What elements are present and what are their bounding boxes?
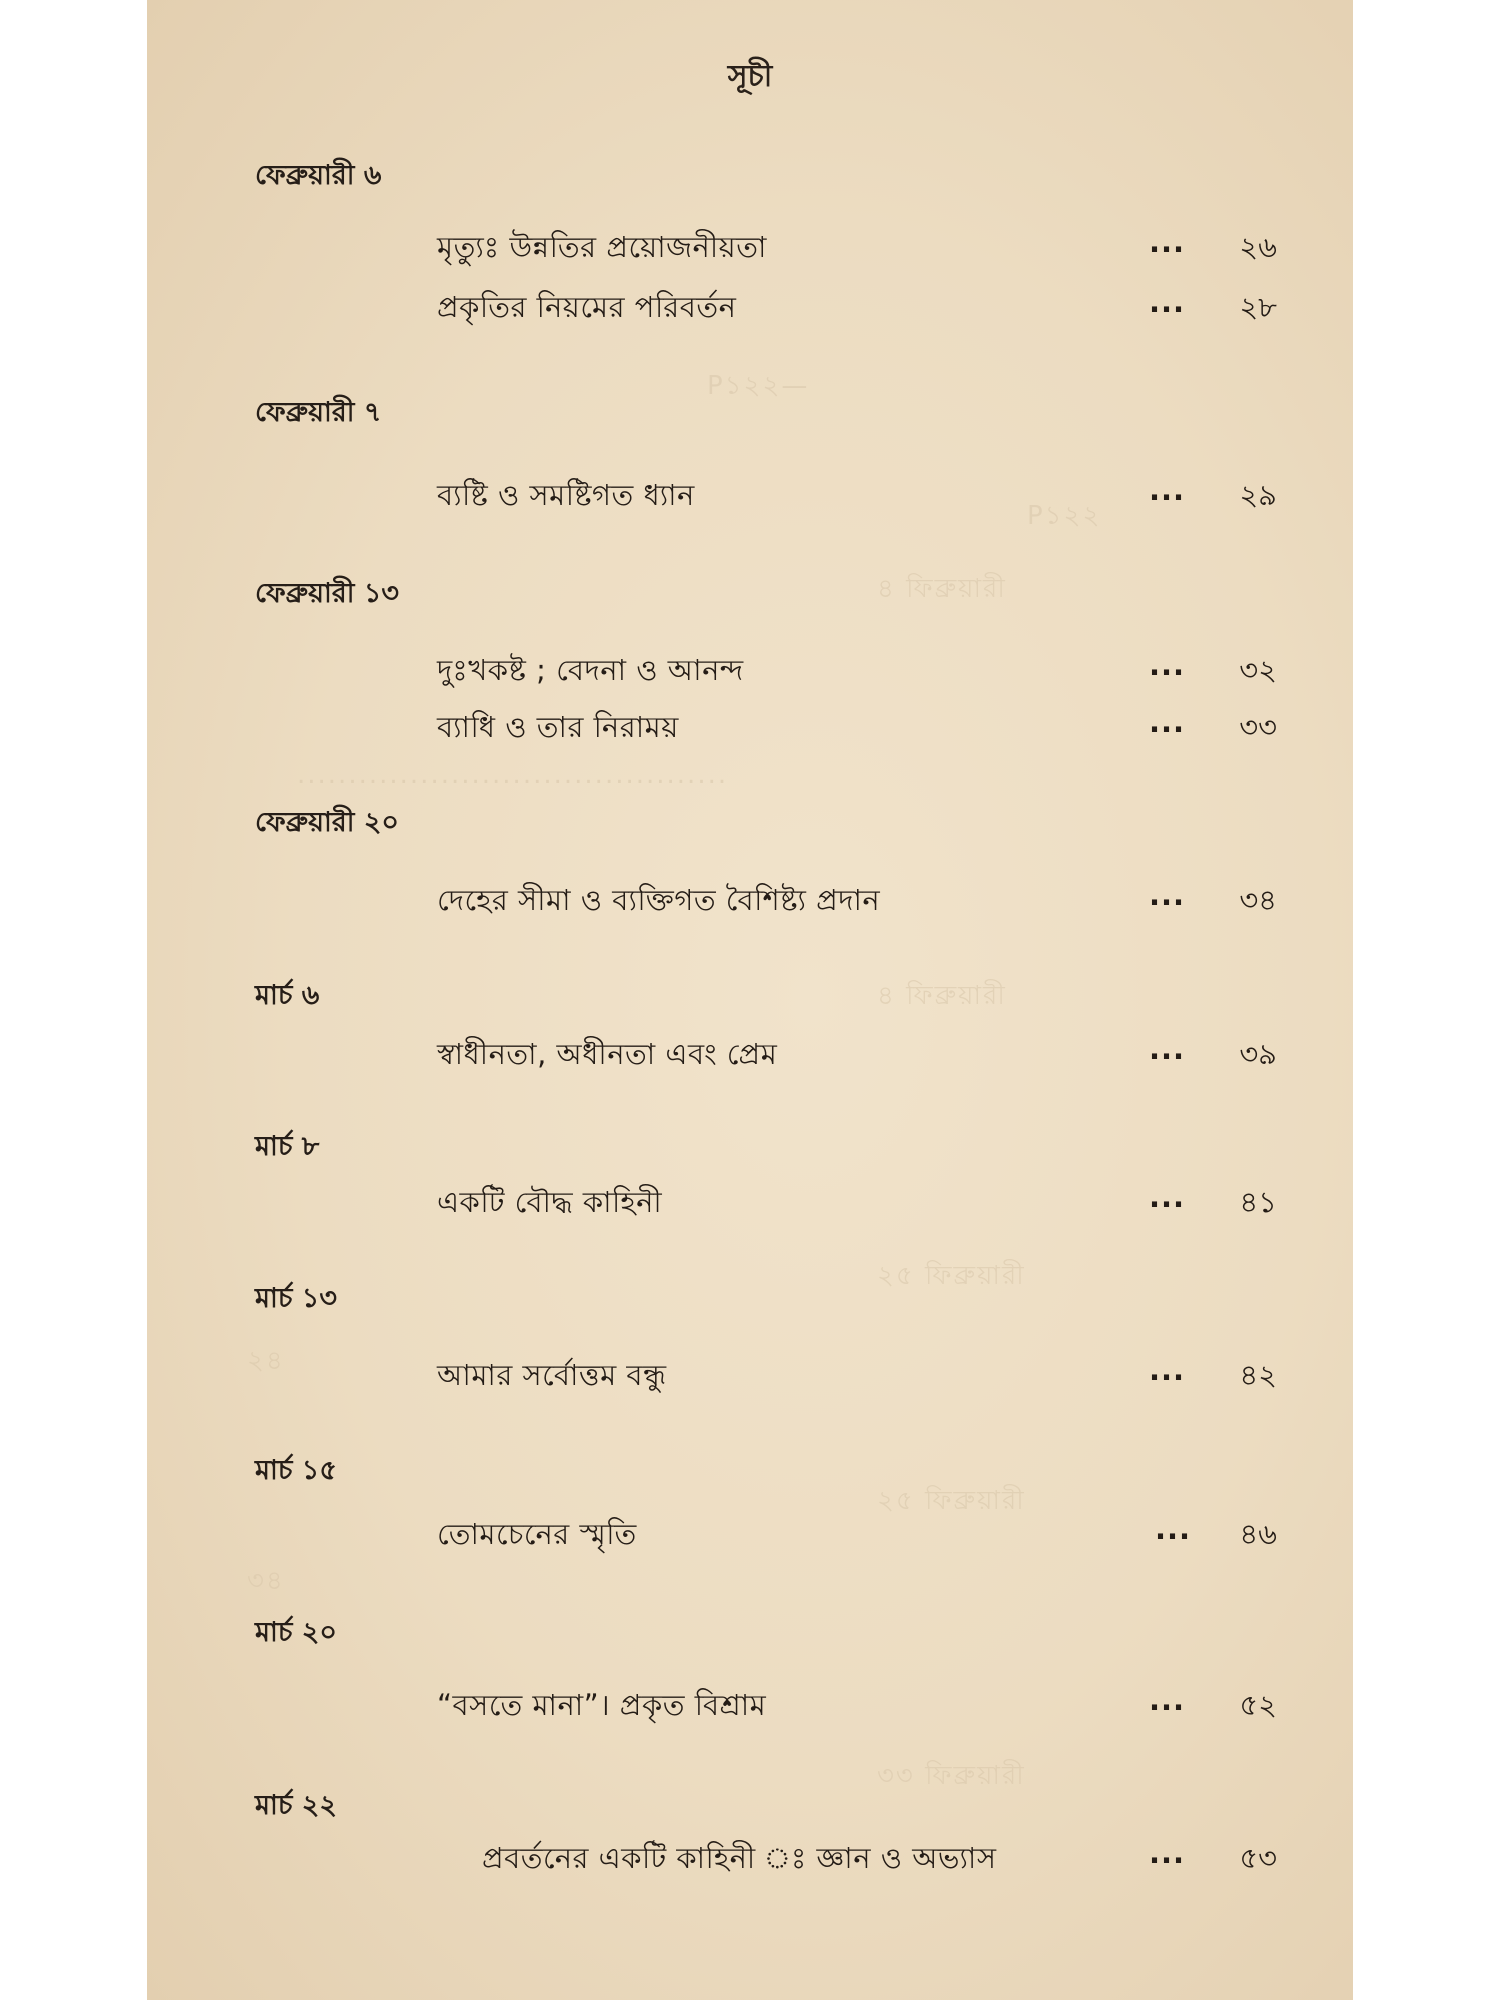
toc-date-heading: মার্চ ৮ — [255, 1131, 320, 1162]
toc-date-heading: মার্চ ২২ — [255, 1790, 337, 1821]
toc-entry-page: ৩২ — [1239, 653, 1277, 687]
toc-date-heading: ফেব্রুয়ারী ৬ — [255, 160, 382, 191]
toc-entry — [437, 1683, 1277, 1727]
show-through-text: ৪ ফিব্রুয়ারী — [877, 574, 1007, 604]
toc-date-heading: ফেব্রুয়ারী ২০ — [255, 807, 399, 838]
toc-entry — [437, 648, 1277, 692]
toc-entry-page: ৪১ — [1239, 1185, 1277, 1219]
toc-entry — [437, 285, 1277, 329]
toc-leader: ... — [1149, 1353, 1186, 1387]
toc-leader: ... — [1155, 1512, 1192, 1546]
toc-entry-title: দেহের সীমা ও ব্যক্তিগত বৈশিষ্ট্য প্রদান — [437, 883, 881, 917]
toc-entry-page: ৩৩ — [1239, 710, 1277, 744]
toc-entry-title: একটি বৌদ্ধ কাহিনী — [437, 1185, 663, 1219]
toc-leader: ... — [1149, 473, 1186, 507]
toc-entry-title: ব্যষ্টি ও সমষ্টিগত ধ্যান — [437, 478, 695, 512]
toc-date-heading: ফেব্রুয়ারী ১৩ — [255, 578, 399, 609]
toc-date-heading: মার্চ ১৫ — [255, 1455, 337, 1486]
show-through-text: .......................................... — [297, 760, 729, 790]
toc-leader: ... — [1149, 225, 1186, 259]
toc-date-heading: মার্চ ২০ — [255, 1617, 337, 1648]
toc-entry — [437, 705, 1277, 749]
toc-date-heading: মার্চ ১৩ — [255, 1283, 337, 1314]
toc-leader: ... — [1149, 878, 1186, 912]
toc-leader: ... — [1149, 648, 1186, 682]
toc-date-heading: ফেব্রুয়ারী ৭ — [255, 397, 382, 428]
toc-entry-title: ব্যাধি ও তার নিরাময় — [437, 710, 679, 744]
show-through-text: P১২২ — [1027, 501, 1102, 531]
toc-entry-page: ৫২ — [1239, 1688, 1277, 1722]
book-page — [147, 0, 1353, 2000]
toc-entry — [437, 878, 1277, 922]
toc-leader: ... — [1149, 1032, 1186, 1066]
toc-entry — [437, 1032, 1277, 1076]
toc-leader: ... — [1149, 1836, 1186, 1870]
show-through-text: ৩৩ ফিব্রুয়ারী — [877, 1761, 1026, 1791]
toc-entry-title: “বসতে মানা”। প্রকৃত বিশ্রাম — [437, 1688, 767, 1722]
show-through-text: ৪ ফিব্রুয়ারী — [877, 981, 1007, 1011]
show-through-text: P১২২— — [707, 371, 810, 401]
toc-leader: ... — [1149, 1683, 1186, 1717]
toc-entry-title: মৃত্যুঃ উন্নতির প্রয়োজনীয়তা — [437, 230, 767, 264]
toc-date-heading: মার্চ ৬ — [255, 980, 320, 1011]
toc-entry — [437, 1180, 1277, 1224]
show-through-text: ৩৪ — [247, 1566, 285, 1596]
toc-entry — [437, 1353, 1277, 1397]
toc-entry-page: ২৮ — [1239, 290, 1277, 324]
toc-leader: ... — [1149, 705, 1186, 739]
toc-entry-page: ২৬ — [1239, 230, 1277, 264]
toc-entry-title: দুঃখকষ্ট ; বেদনা ও আনন্দ — [437, 653, 744, 687]
toc-entry-page: ৩৪ — [1239, 883, 1277, 917]
toc-entry-title: স্বাধীনতা, অধীনতা এবং প্রেম — [437, 1037, 778, 1071]
toc-entry-title: তোমচেনের স্মৃতি — [437, 1517, 637, 1551]
toc-entry — [482, 1836, 1277, 1880]
toc-entry — [437, 1512, 1277, 1556]
show-through-text: ২৫ ফিব্রুয়ারী — [877, 1261, 1026, 1291]
toc-entry — [437, 225, 1277, 269]
show-through-text: ২৫ ফিব্রুয়ারী — [877, 1486, 1026, 1516]
toc-entry-title: প্রবর্তনের একটি কাহিনী ঃ জ্ঞান ও অভ্যাস — [482, 1841, 997, 1875]
toc-entry-page: ৩৯ — [1239, 1037, 1277, 1071]
show-through-text: ২৪ — [247, 1346, 285, 1376]
toc-leader: ... — [1149, 285, 1186, 319]
toc-entry-page: ৪৬ — [1239, 1517, 1277, 1551]
toc-entry-page: ৫৩ — [1239, 1841, 1277, 1875]
toc-leader: ... — [1149, 1180, 1186, 1214]
toc-entry-page: ৪২ — [1239, 1358, 1277, 1392]
page-title: সূচী — [727, 59, 773, 94]
toc-entry-page: ২৯ — [1239, 478, 1277, 512]
toc-entry-title: প্রকৃতির নিয়মের পরিবর্তন — [437, 290, 737, 324]
toc-entry-title: আমার সর্বোত্তম বন্ধু — [437, 1358, 667, 1392]
toc-entry — [437, 473, 1277, 517]
